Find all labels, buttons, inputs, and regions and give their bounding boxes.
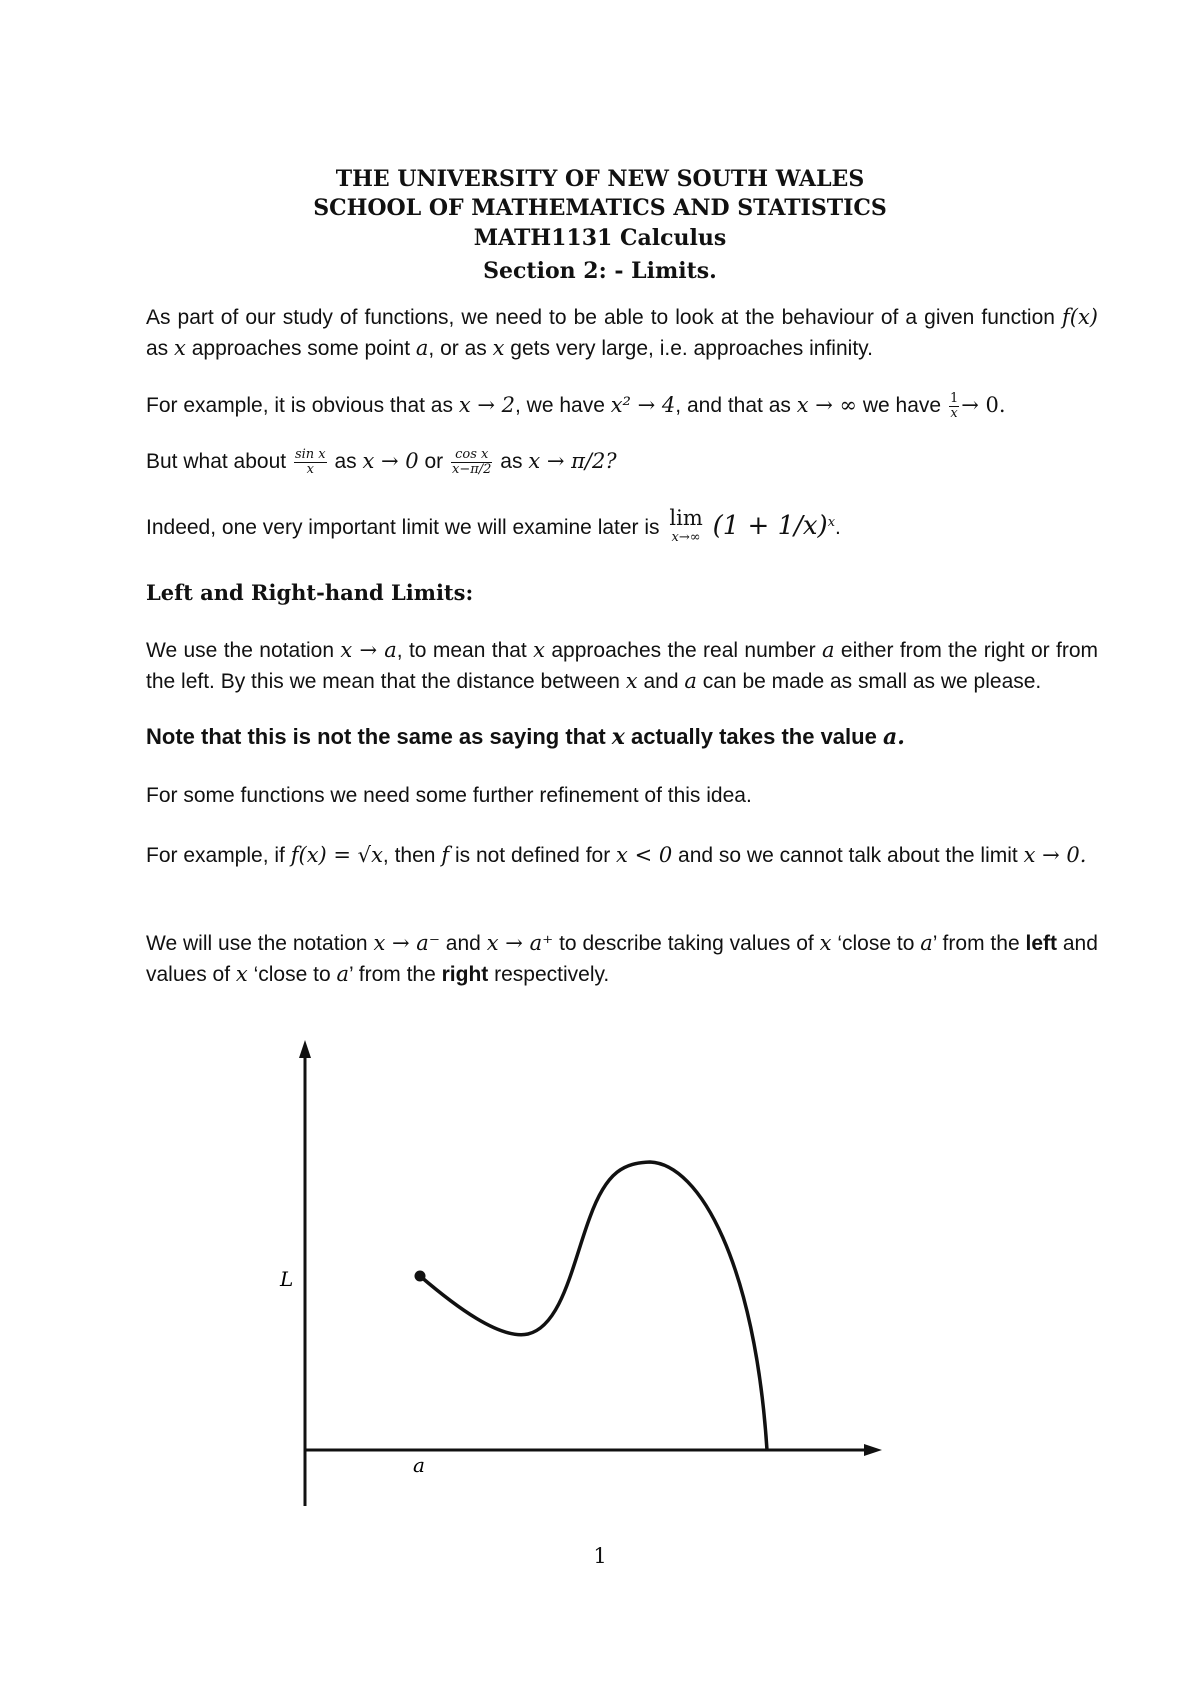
x-axis-label-a: a [413,1453,425,1477]
sqrt-example-paragraph: For example, if f(x) = √x, then f is not defined for x < 0 and so we cannot talk about the limit x → 0. [146,843,1087,867]
fraction-cosx: $\frac{\text{cos x}}{x-\pi/2}$ [452,446,492,477]
y-axis-arrowhead [299,1040,311,1058]
school-title: SCHOOL OF MATHEMATICS AND STATISTICS [313,195,887,221]
function-curve [420,1162,767,1450]
section-heading: Left and Right-hand Limits: [146,580,474,605]
x-axis-arrowhead [864,1444,882,1456]
limit-paragraph: Indeed, one very important limit we will examine later is lim x→∞ $(1 + 1/x)^x$. [146,508,1098,548]
notation-paragraph: We use the notation x → a, to mean that x approaches the real number a either from the right or from the left. By this we mean that the distance between x and a can be made as small as we please. [146,638,1099,693]
question-paragraph: But what about $\frac{\text{sin x}}{x}$ as x → 0 or $\frac{\text{cos x}}{x-\pi/2}$ as x → π/2? [146,446,617,477]
refinement-paragraph: For some functions we need some further refinement of this idea. [146,784,752,807]
intro-paragraph: As part of our study of functions, we need to be able to look at the behaviour of a given function f(x) as x approaches some point a, or as x gets very large, i.e. approaches infinity. [146,305,1098,360]
page-number: 1 [593,1544,607,1568]
fraction-sinx-over-x: $\frac{\text{sin x}}{x}$ [294,446,326,477]
one-sided-paragraph: We will use the notation x → a⁻ and x → a⁺ to describe taking values of x ‘close to a’ from the left and values of x ‘close to a’ from the right respectively. [146,931,1098,986]
course-title: MATH1131 Calculus [473,225,727,251]
limit-operator: lim x→∞ [669,506,703,545]
note-paragraph: Note that this is not the same as saying that x actually takes the value a. [146,724,905,750]
y-axis-label-L: L [280,1267,294,1291]
university-title: THE UNIVERSITY OF NEW SOUTH WALES [335,166,865,192]
example-paragraph: For example, it is obvious that as x → 2, we have x² → 4, and that as x → ∞ we have $\frac{1}{x}$ → 0. [146,390,1006,421]
endpoint-dot [415,1271,426,1282]
fraction-one-over-x: $\frac{1}{x}$ [949,390,959,421]
section-title: Section 2: - Limits. [483,258,717,284]
